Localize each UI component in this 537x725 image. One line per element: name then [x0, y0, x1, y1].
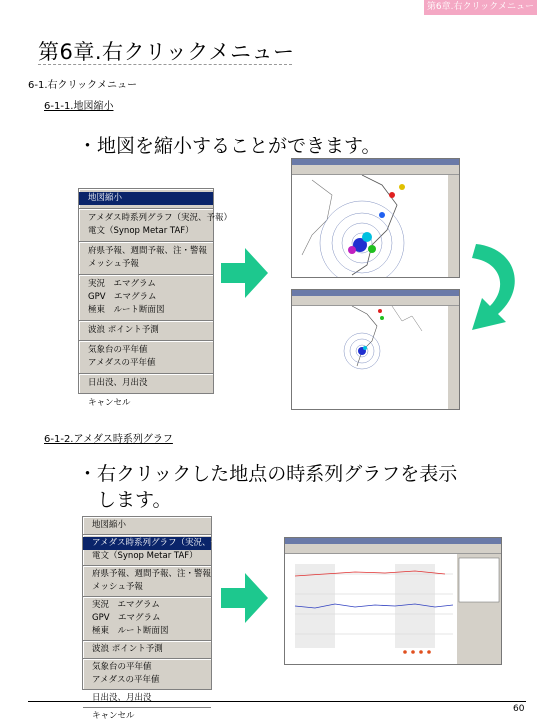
right-arrow-icon — [221, 248, 269, 298]
menu-group — [83, 535, 236, 566]
menu-item[interactable]: アメダスの平年値 — [88, 358, 156, 368]
menu-item[interactable]: 実況 エマグラム — [88, 279, 156, 289]
menu-group — [83, 517, 211, 535]
menu-item[interactable]: 日出没、月出没 — [92, 693, 152, 703]
menu-group — [83, 597, 211, 641]
menu-item[interactable]: 日出没、月出没 — [88, 378, 148, 388]
menu-group — [79, 341, 213, 374]
menu-item[interactable]: 気象台の平年値 — [88, 345, 148, 355]
menu-item[interactable]: 波浪 ポイント予測 — [88, 325, 159, 335]
menu-item[interactable]: 極東 ルート断面図 — [88, 305, 165, 315]
menu-item[interactable]: 府県予報、週間予報、注・警報 — [92, 569, 212, 579]
menu-group — [79, 189, 213, 209]
bullet-zoom-out: ・地図を縮小することができます。 — [78, 135, 381, 157]
subsection-title-zoom-out: 6-1-1.地図縮小 — [44, 101, 114, 112]
menu-item[interactable]: キャンセル — [92, 711, 135, 721]
chapter-badge: 第6章.右クリックメニュー — [424, 0, 537, 15]
context-menu-zoom-out — [78, 188, 232, 408]
menu-item[interactable]: アメダス時系列グラフ（実況、予報） — [83, 537, 211, 550]
menu-item[interactable]: GPV エマグラム — [92, 613, 161, 623]
menu-item[interactable]: メッシュ予報 — [92, 582, 143, 592]
bullet-amedas-graph-line1: ・右クリックした地点の時系列グラフを表示 — [78, 463, 458, 485]
menu-item[interactable]: 実況 エマグラム — [92, 600, 160, 610]
menu-item[interactable]: メッシュ予報 — [88, 259, 139, 269]
footer-rule — [28, 701, 526, 702]
menu-group — [83, 659, 211, 690]
menu-group — [79, 394, 213, 413]
menu-group — [79, 374, 213, 394]
menu-group — [83, 641, 211, 659]
menu-item[interactable]: 電文（Synop Metar TAF） — [88, 226, 194, 236]
right-arrow-icon — [221, 573, 269, 623]
menu-group — [79, 275, 213, 321]
menu-item[interactable]: 地図縮小 — [92, 520, 127, 530]
timeseries-graph-screenshot — [284, 537, 502, 665]
menu-item[interactable]: 府県予報、週間予報、注・警報 — [88, 246, 208, 256]
map-screenshot-after — [291, 289, 460, 410]
menu-item[interactable]: アメダスの平年値 — [92, 675, 160, 685]
menu-group — [79, 242, 213, 275]
menu-item[interactable]: アメダス時系列グラフ（実況、予報） — [88, 213, 232, 223]
title-underline — [38, 64, 292, 65]
bullet-amedas-graph-line2: します。 — [78, 489, 172, 511]
chapter-title: 第6章.右クリックメニュー — [38, 40, 295, 64]
menu-item[interactable]: 地図縮小 — [79, 192, 213, 205]
menu-item[interactable]: 極東 ルート断面図 — [92, 626, 169, 636]
menu-group — [83, 566, 211, 597]
context-menu-amedas-graph — [82, 516, 236, 721]
menu-item[interactable]: 電文（Synop Metar TAF） — [92, 551, 198, 561]
page-number: 60 — [513, 704, 525, 714]
curved-return-arrow-icon — [468, 240, 526, 338]
menu-item[interactable]: 波浪 ポイント予測 — [92, 644, 163, 654]
subsection-title-amedas-graph: 6-1-2.アメダス時系列グラフ — [44, 434, 173, 445]
menu-group — [79, 321, 213, 341]
menu-item[interactable]: キャンセル — [88, 398, 131, 408]
menu-group — [83, 690, 211, 708]
map-screenshot-before — [291, 158, 460, 278]
menu-item[interactable]: 気象台の平年値 — [92, 662, 152, 672]
menu-group — [79, 209, 232, 242]
menu-item[interactable]: GPV エマグラム — [88, 292, 157, 302]
section-heading: 6-1.右クリックメニュー — [28, 80, 138, 91]
